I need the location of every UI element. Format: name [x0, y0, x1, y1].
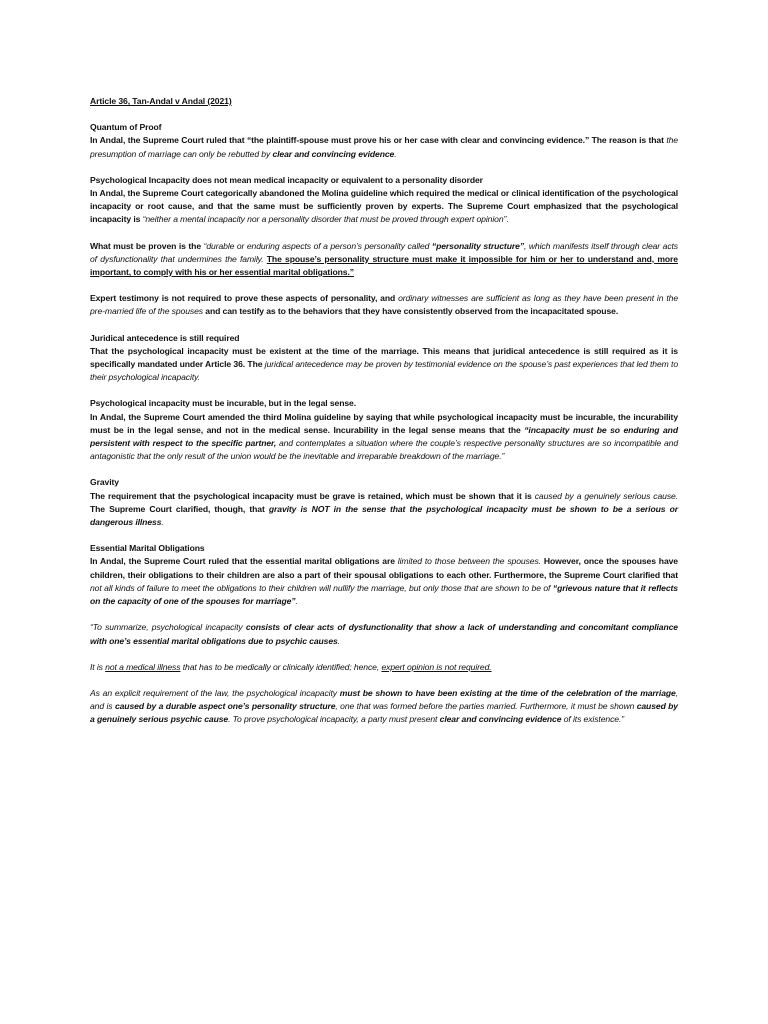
paragraph — [90, 621, 678, 647]
section-juridical-antecedence — [90, 332, 678, 385]
section-not-medical-incapacity — [90, 174, 678, 227]
text-run: In Andal, the Supreme Court categorically abandoned the Molina guideline which required the medical or clinical identification of the psychological incapacity or root cause, and that the same must be sufficiently proven by experts. The Supreme Court emphasized that the psychological incapacity is — [90, 188, 678, 225]
text-run: However, once the spouses have children, their obligations to their children are also a part of their spousal obligations to each other. Furthermore, the Supreme Court clarified that — [90, 556, 678, 580]
section-essential-marital-obligations — [90, 542, 678, 608]
text-run: The spouse’s personality structure must make it impossible for him or her to understand and, more important, to comply with his or her essential marital obligations.” — [90, 253, 678, 278]
text-run: and contemplates a situation where the couple’s respective personality structures are so incompatible and antagonistic that the only result of the union would be the inevitable and irreparable breakdown of the marriage.” — [90, 438, 678, 462]
section-heading: Essential Marital Obligations — [90, 543, 205, 554]
text-run: It is — [90, 661, 103, 672]
document-body — [90, 95, 678, 727]
text-run: That the psychological incapacity must be existent at the time of the marriage. This means that juridical antecedence is still required as it is specifically mandated under Article 36. The — [90, 345, 678, 370]
text-run: . — [506, 214, 509, 225]
paragraph — [90, 292, 678, 318]
document-title: Article 36, Tan-Andal v Andal (2021) — [90, 96, 232, 106]
text-run: the presumption of marriage can only be rebutted by — [90, 135, 678, 159]
section-incurable — [90, 397, 678, 463]
text-run: limited to those between the spouses. — [397, 556, 541, 567]
text-run: caused by a durable aspect one’s personality structure — [114, 701, 336, 712]
paragraph — [90, 687, 678, 727]
text-run: In Andal, the Supreme Court ruled that “the plaintiff-spouse must prove his or her case with clear and convincing evidence.” The reason is that — [90, 135, 664, 146]
section-personality-structure — [90, 240, 678, 280]
text-run: caused by a genuinely serious psychic cause — [90, 701, 678, 725]
text-run: clear and convincing evidence — [272, 148, 395, 159]
text-run: , which manifests itself through clear acts of dysfunctionality that undermines the family. — [90, 240, 678, 264]
text-run: , and is — [90, 687, 678, 712]
text-run: In Andal, the Supreme Court ruled that the essential marital obligations are — [90, 556, 395, 567]
text-run: “personality structure” — [431, 240, 524, 251]
text-run: expert opinion is not required. — [381, 661, 492, 672]
text-run: . — [161, 517, 164, 528]
text-run: “neither a mental incapacity nor a personality disorder that must be proved through expert opinion” — [142, 214, 507, 225]
section-heading: Quantum of Proof — [90, 122, 162, 133]
section-heading: Psychological incapacity must be incurable, but in the legal sense. — [90, 398, 356, 409]
paragraph — [90, 411, 678, 464]
text-run: must be shown to have been existing at the time of the celebration of the marriage — [339, 687, 676, 698]
section-quantum-of-proof — [90, 121, 678, 161]
quote-summary — [90, 621, 678, 647]
text-run: gravity is NOT in the sense that the psychological incapacity must be shown to be a serious or dangerous illness — [90, 503, 678, 528]
text-run: The requirement that the psychological incapacity must be grave is retained, which must be shown that it is — [90, 490, 532, 501]
paragraph — [90, 555, 678, 608]
paragraph — [90, 345, 678, 385]
paragraph — [90, 134, 678, 160]
text-run: ordinary witnesses are sufficient as long as they have been present in the pre-married life of the spouses — [90, 293, 679, 317]
text-run: “incapacity must be so enduring and persistent with respect to the specific partner, — [90, 424, 678, 449]
text-run: . — [394, 148, 397, 159]
section-heading: Psychological Incapacity does not mean medical incapacity or equivalent to a personality disorder — [90, 174, 483, 185]
quote-explicit-requirement — [90, 687, 678, 727]
text-run: not a medical illness — [105, 661, 181, 672]
text-run: that has to be medically or clinically identified; hence, — [182, 661, 380, 672]
text-run: . — [337, 635, 341, 646]
section-expert-testimony — [90, 292, 678, 318]
text-run: of its existence.” — [563, 714, 625, 725]
text-run: clear and convincing evidence — [439, 714, 562, 725]
paragraph — [90, 661, 678, 674]
text-run: consists of clear acts of dysfunctionality that show a lack of understanding and concomitant compliance with one’s essential marital obligations due to psychic causes — [90, 622, 678, 646]
paragraph — [90, 240, 678, 280]
paragraph — [90, 490, 678, 530]
text-run: . — [295, 596, 298, 607]
text-run: The Supreme Court clarified, though, that — [90, 503, 265, 514]
paragraph — [90, 187, 678, 227]
text-run: “grievous nature that it reflects on the capacity of one of the spouses for marriage” — [90, 582, 678, 607]
text-run: Expert testimony is not required to prove these aspects of personality, and — [90, 293, 396, 304]
text-run: “To summarize, psychological incapacity — [90, 622, 243, 633]
text-run: caused by a genuinely serious cause. — [534, 490, 678, 501]
quote-not-medical-illness — [90, 661, 678, 674]
text-run: juridical antecedence may be proven by testimonial evidence on the spouse’s past experiences that led them to their psychological incapacity. — [90, 359, 679, 383]
text-run: What must be proven is the — [90, 240, 201, 251]
text-run: not all kinds of failure to meet the obligations to their children will nullify the marriage, but only those that are shown to be of — [90, 582, 551, 593]
section-heading: Juridical antecedence is still required — [90, 332, 240, 343]
section-gravity — [90, 476, 678, 529]
text-run: , one that was formed before the parties married. Furthermore, it must be shown — [335, 701, 635, 712]
section-heading: Gravity — [90, 477, 119, 488]
text-run: “durable or enduring aspects of a person’s personality called — [203, 240, 430, 251]
text-run: As an explicit requirement of the law, the psychological incapacity — [90, 687, 337, 698]
text-run: In Andal, the Supreme Court amended the third Molina guideline by saying that while psychological incapacity must be incurable, the incurability must be in the legal sense, and not in the medical sense. Incurability in the legal sense means that the — [90, 411, 678, 435]
text-run: . To prove psychological incapacity, a party must present — [228, 714, 438, 725]
text-run: and can testify as to the behaviors that they have consistently observed from the incapacitated spouse. — [205, 306, 619, 317]
